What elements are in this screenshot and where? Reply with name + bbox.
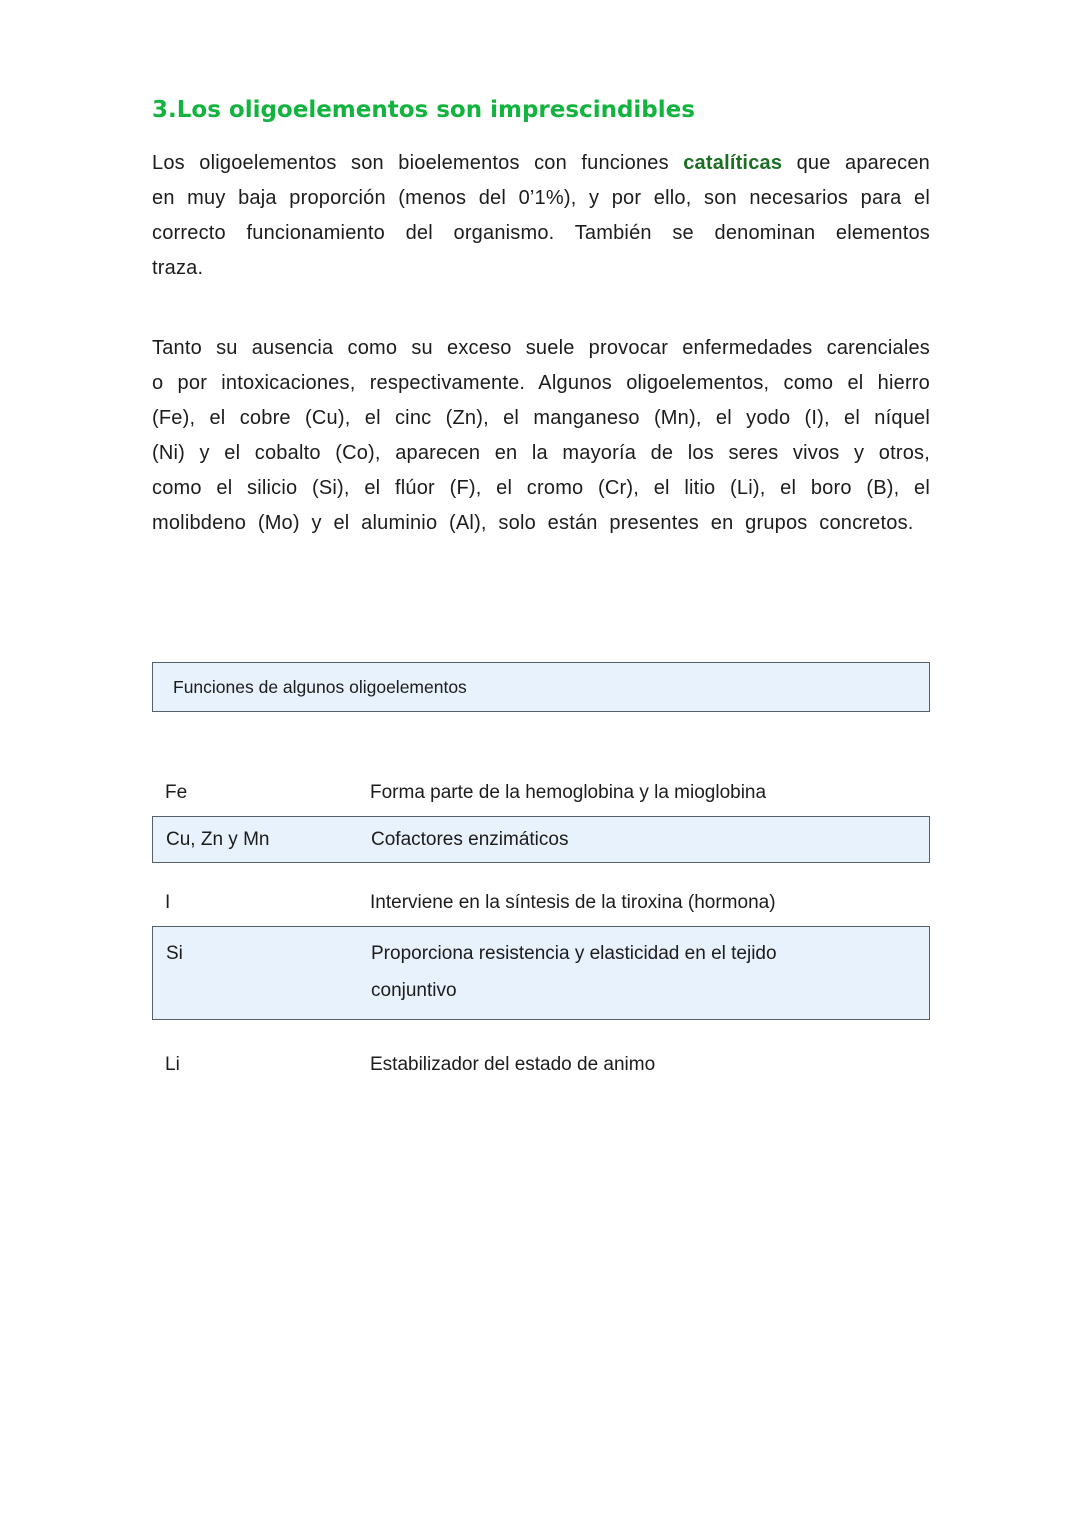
element-cell: I [165, 892, 171, 913]
section-heading: 3.Los oligoelementos son imprescindibles [152, 97, 695, 123]
function-cell: Interviene en la síntesis de la tiroxina (hormona) [370, 892, 776, 913]
function-cell: Forma parte de la hemoglobina y la mioglobina [370, 782, 767, 803]
element-cell: Li [165, 1054, 180, 1075]
table-row-li [152, 1042, 930, 1088]
paragraph1-text-after: que aparecen en muy baja proporción (menos del 0’1%), y por ello, son necesarios para el correcto funcionamiento del organismo. También se denominan elementos traza. [152, 152, 930, 279]
element-cell: Fe [165, 782, 188, 803]
paragraph-oligoelementos-intro [152, 146, 930, 286]
table-row-cu-zn-mn [152, 816, 930, 863]
document-content [152, 0, 930, 1088]
table-row-i [152, 880, 930, 926]
paragraph-ausencia-exceso: Tanto su ausencia como su exceso suele provocar enfermedades carenciales o por intoxicaciones, respectivamente. Algunos oligoelementos, como el hierro (Fe), el cobre (Cu), el cinc (Zn), el manganeso (Mn), el yodo (I), el níquel (Ni) y el cobalto (Co), aparecen en la mayoría de los seres vivos y otros, como el silicio (Si), el flúor (F), el cromo (Cr), el litio (Li), el boro (B), el molibdeno (Mo) y el aluminio (Al), solo están presentes en grupos concretos. [152, 337, 930, 534]
element-cell: Cu, Zn y Mn [166, 828, 270, 850]
function-cell: Cofactores enzimáticos [371, 828, 569, 850]
element-cell: Si [166, 943, 183, 964]
table-title: Funciones de algunos oligoelementos [173, 676, 467, 697]
function-cell: Proporciona resistencia y elasticidad en el tejido conjuntivo [371, 943, 777, 1001]
table-row-fe [152, 770, 930, 816]
function-cell: Estabilizador del estado de animo [370, 1054, 656, 1075]
table-title-box [152, 662, 930, 712]
paragraph1-highlight-cataliticas: catalíticas [683, 152, 783, 174]
table-row-si [152, 926, 930, 1020]
paragraph1-text-before: Los oligoelementos son bioelementos con funciones [152, 152, 684, 174]
